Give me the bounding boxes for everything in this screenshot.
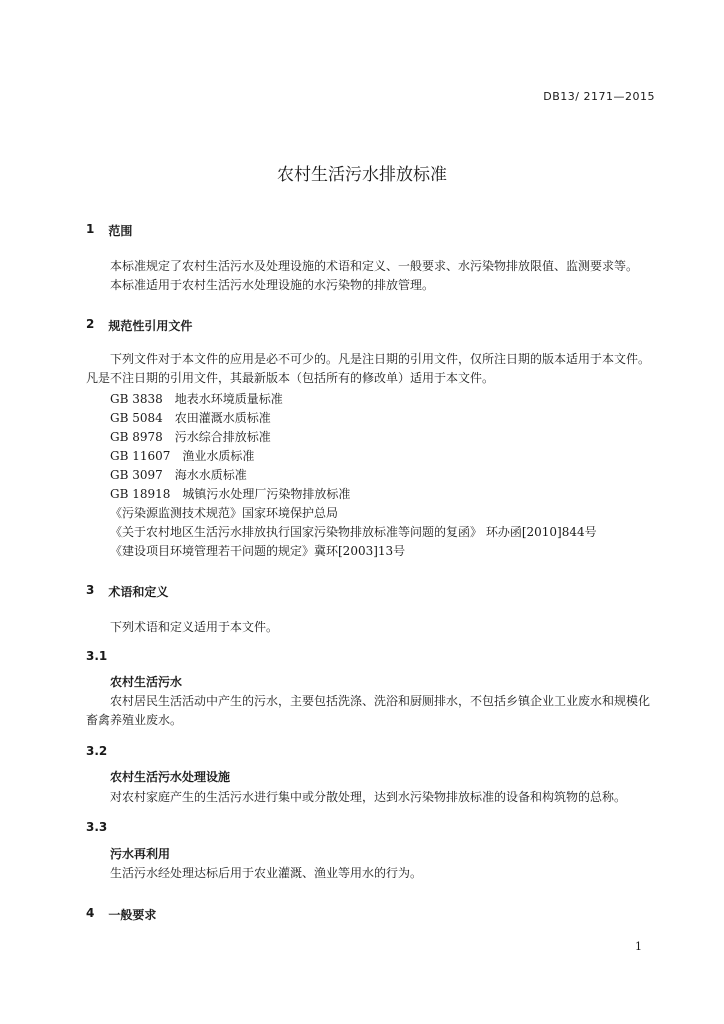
reference-item: GB 11607 渔业水质标准 xyxy=(110,449,255,463)
term-number: 3.2 xyxy=(86,744,108,758)
scope-paragraph-2: 本标准适用于农村生活污水处理设施的水污染物的排放管理。 xyxy=(110,278,435,292)
reference-item: 《污染源监测技术规范》国家环境保护总局 xyxy=(110,506,339,520)
reference-item: GB 3097 海水水质标准 xyxy=(110,468,247,482)
section-title: 术语和定义 xyxy=(108,585,169,599)
section-number: 2 xyxy=(86,317,95,331)
term-definition: 对农村家庭产生的生活污水进行集中或分散处理，达到水污染物排放标准的设备和构筑物的总称。 xyxy=(110,790,627,804)
page-number: 1 xyxy=(635,940,642,953)
section-3-heading xyxy=(86,583,168,600)
document-title: 农村生活污水排放标准 xyxy=(277,165,447,185)
scope-paragraph-1: 本标准规定了农村生活污水及处理设施的术语和定义、一般要求、水污染物排放限值、监测要求等。 xyxy=(110,259,639,273)
standard-code: DB13/ 2171—2015 xyxy=(543,90,655,103)
section-number: 3 xyxy=(86,583,95,597)
reference-item: GB 8978 污水综合排放标准 xyxy=(110,430,271,444)
term-name: 农村生活污水处理设施 xyxy=(110,770,231,784)
term-name: 农村生活污水 xyxy=(110,675,183,689)
section-4-heading xyxy=(86,906,156,923)
reference-item: GB 3838 地表水环境质量标准 xyxy=(110,392,283,406)
section-number: 1 xyxy=(86,222,95,236)
section-title: 范围 xyxy=(108,224,133,238)
section-title: 一般要求 xyxy=(108,908,157,922)
reference-item: GB 5084 农田灌溉水质标准 xyxy=(110,411,271,425)
reference-item: 《关于农村地区生活污水排放执行国家污染物排放标准等问题的复函》 环办函[2010]844号 xyxy=(110,525,597,539)
reference-item: 《建设项目环境管理若干问题的规定》冀环[2003]13号 xyxy=(110,544,406,558)
reference-item: GB 18918 城镇污水处理厂污染物排放标准 xyxy=(110,487,351,501)
section-title: 规范性引用文件 xyxy=(108,319,193,333)
section-number: 4 xyxy=(86,906,95,920)
term-number: 3.3 xyxy=(86,820,108,834)
terms-intro: 下列术语和定义适用于本文件。 xyxy=(110,620,279,634)
section-1-heading xyxy=(86,222,132,239)
references-intro: 下列文件对于本文件的应用是必不可少的。凡是注日期的引用文件，仅所注日期的版本适用于本文件。凡是不注日期的引用文件，其最新版本（包括所有的修改单）适用于本文件。 xyxy=(86,352,651,385)
section-2-heading xyxy=(86,317,192,334)
term-name: 污水再利用 xyxy=(110,847,171,861)
term-number: 3.1 xyxy=(86,649,108,663)
term-definition: 农村居民生活活动中产生的污水，主要包括洗涤、洗浴和厨厕排水，不包括乡镇企业工业废水和规模化畜禽养殖业废水。 xyxy=(86,694,651,727)
term-definition: 生活污水经处理达标后用于农业灌溉、渔业等用水的行为。 xyxy=(110,866,423,880)
